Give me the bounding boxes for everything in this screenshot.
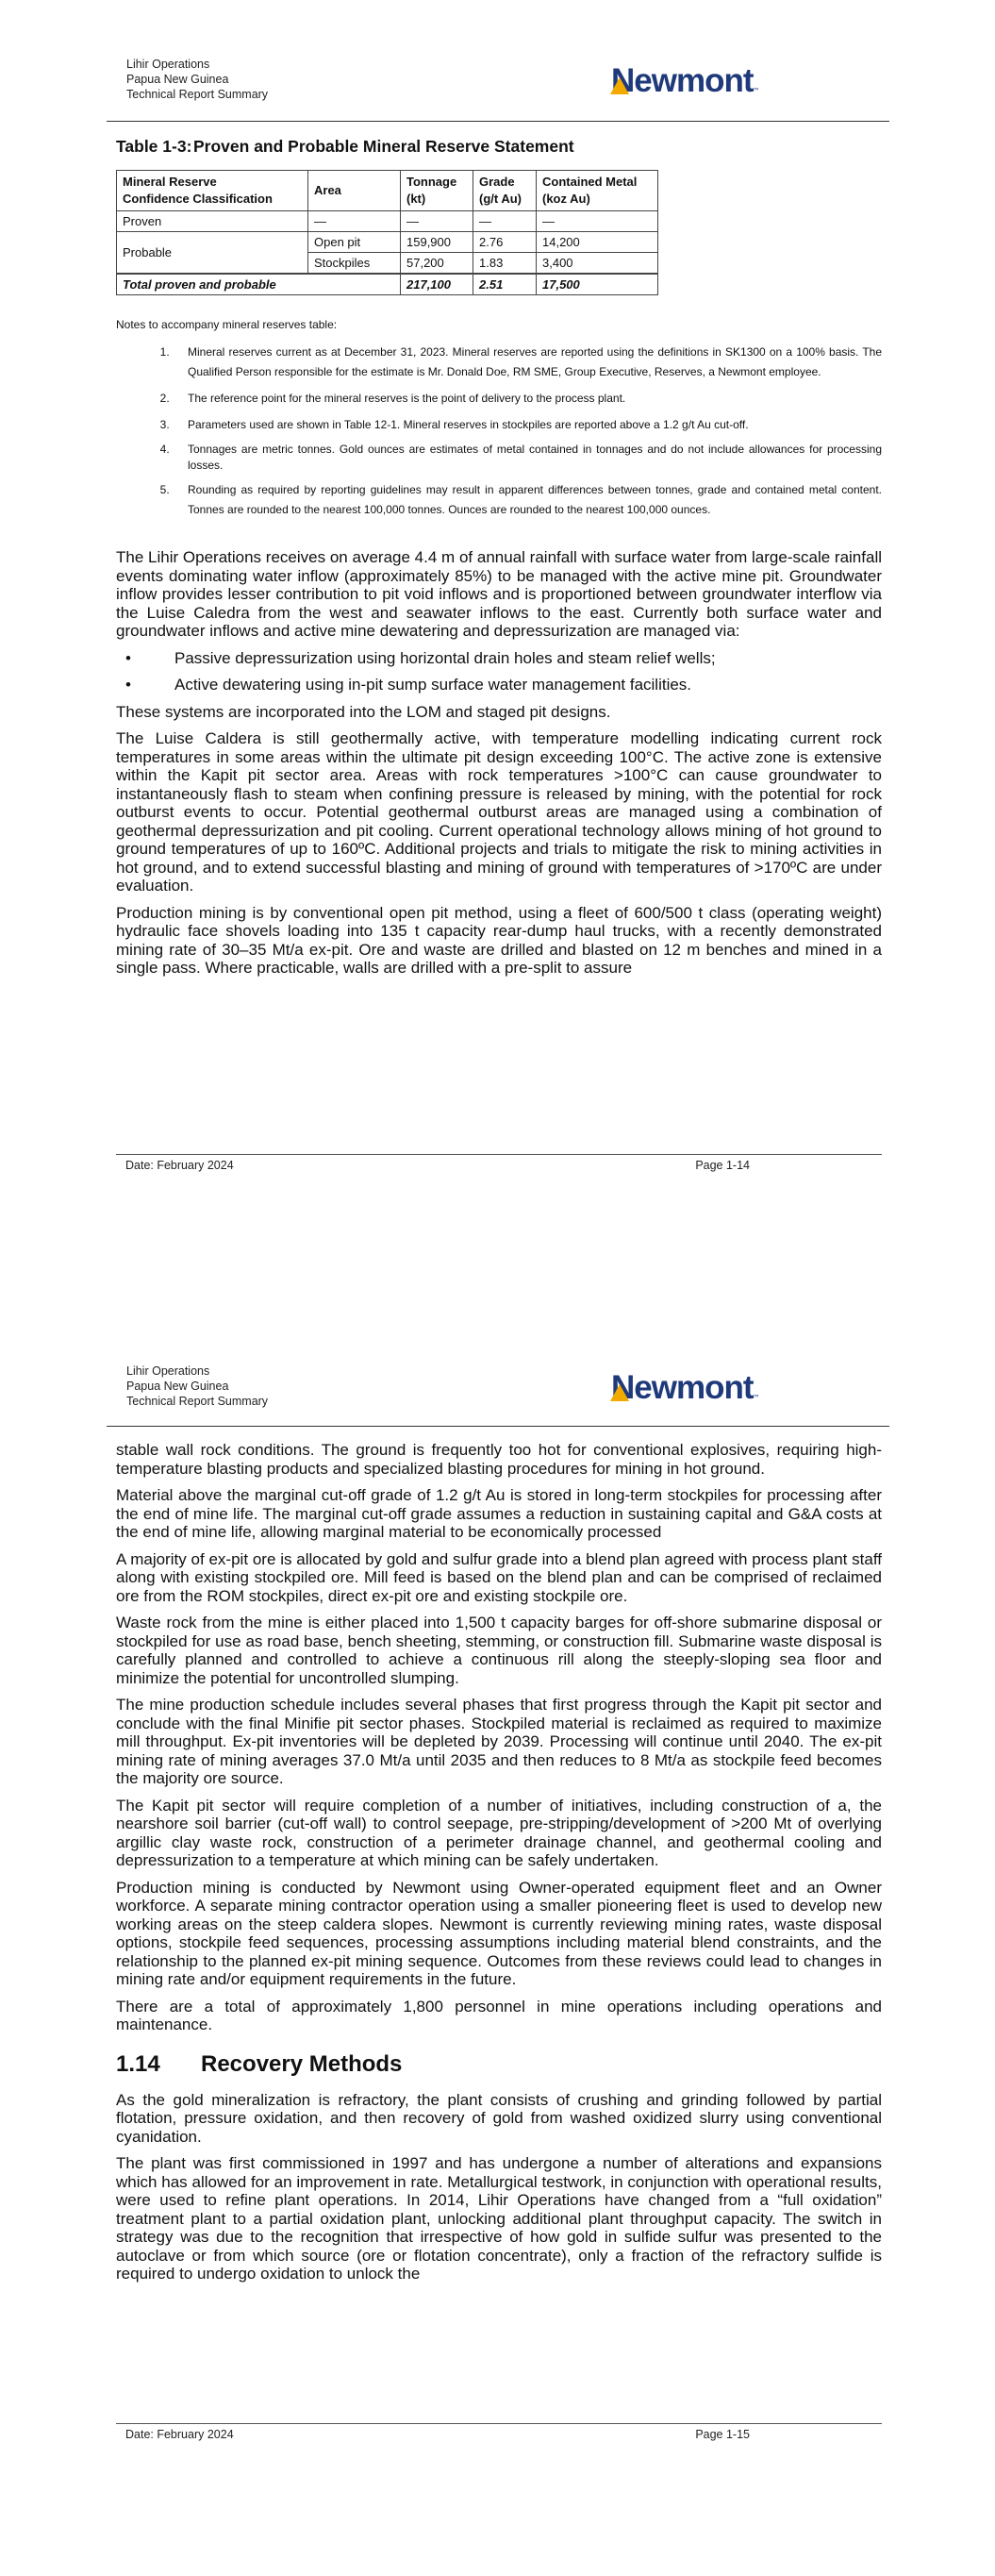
logo-triangle-icon xyxy=(610,77,629,94)
footer-divider xyxy=(116,1154,882,1155)
col-header: Area xyxy=(308,171,401,211)
paragraph: A majority of ex-pit ore is allocated by gold and sulfur grade into a blend plan agreed with process plant staff along with existing stockpiled ore. Mill feed is based on the blend plan and can be comprised of reclaimed ore from the ROM stockpiles, direct ex-pit ore and existing stockpile ore. xyxy=(116,1549,882,1605)
page-header xyxy=(126,57,268,102)
paragraph: Waste rock from the mine is either placed into 1,500 t capacity barges for off-shore submarine disposal or stockpiled for use as road base, bench sheeting, stemming, or construction fill. Submarine waste disposal is carefully planned and controlled to achieve a continuous rill along the steeply-sloping sea floor and minimize the potential for uncontrolled slumping. xyxy=(116,1614,882,1687)
bullet-item: • Passive depressurization using horizontal drain holes and steam relief wells; xyxy=(116,649,882,668)
paragraph: Production mining is by conventional open pit method, using a fleet of 600/500 t class (operating weight) hydraulic face shovels loading into 135 t capacity rear-dump haul trucks, with a recently demonstrated mining rate of 30–35 Mt/a ex-pit. Ore and waste are drilled and blasted on 12 m benches and mined in a single pass. Where practicable, walls are drilled with a pre-split to assure xyxy=(116,903,882,977)
note-item: 3. Parameters used are shown in Table 12-1. Mineral reserves in stockpiles are reported above a 1.2 g/t Au cut-off. xyxy=(173,415,882,435)
paragraph: The Luise Caldera is still geothermally active, with temperature modelling indicating current rock temperatures in some areas within the ultimate pit design exceeding 100°C. The active zone is extensive within the Kapit pit sector area. Areas with rock temperatures >100°C can cause groundwater to instantaneously flash to steam when confining pressure is released by mining, with the potential for rock outburst events to occur. Potential geothermal outburst areas are managed using a combination of geothermal depressurization and pit cooling. Current operational technology allows mining of hot ground to ground temperatures of up to 160ºC. Additional projects and trials to mitigate the risk to mining activities in hot ground, and to extend successful blasting and mining of ground with temperatures of >170ºC are under evaluation. xyxy=(116,729,882,895)
footer-date: Date: February 2024 xyxy=(125,1159,234,1172)
page-1-15 xyxy=(0,1297,995,2576)
section-title: Recovery Methods xyxy=(201,2050,403,2077)
paragraph: The mine production schedule includes several phases that first progress through the Kapit pit sector and conclude with the final Minifie pit sector phases. Stockpiled material is reclaimed as required to maximize mill throughput. Ex-pit inventories will be depleted by 2039. Processing will continue until 2040. The ex-pit mining rate of mining averages 37.0 Mt/a until 2035 and then reduces to 8 Mt/a as stockpile feed becomes the majority ore source. xyxy=(116,1696,882,1787)
table-row xyxy=(117,211,658,232)
col-header: Confidence Classification xyxy=(123,192,273,206)
page-content xyxy=(116,1441,882,2292)
logo-text: Newmont xyxy=(611,62,754,99)
newmont-logo: Newmont™ xyxy=(611,1369,758,1406)
header-line: Lihir Operations xyxy=(126,1364,210,1378)
cell: 2.76 xyxy=(473,232,537,253)
bullet-item: • Active dewatering using in-pit sump surface water management facilities. xyxy=(116,676,882,694)
cell: — xyxy=(473,211,537,232)
cell: 3,400 xyxy=(537,253,658,275)
header-line: Technical Report Summary xyxy=(126,88,269,101)
logo-text: Newmont xyxy=(611,1369,754,1406)
cell: Stockpiles xyxy=(308,253,401,275)
paragraph: There are a total of approximately 1,800 personnel in mine operations including operations and maintenance. xyxy=(116,1997,882,2033)
header-divider xyxy=(107,1426,889,1427)
bullet-list xyxy=(116,649,882,694)
footer-date: Date: February 2024 xyxy=(125,2428,234,2441)
cell: 57,200 xyxy=(401,253,473,275)
footer-divider xyxy=(116,2423,882,2424)
paragraph: The Lihir Operations receives on average 4.4 m of annual rainfall with surface water from large-scale rainfall events dominating water inflow (approximately 85%) to be managed with the active mine pit. Groundwater inflow provides lesser contribution to pit void inflows and is proportioned between groundwater interflow via the Luise Caledra from the west and seawater inflows to the east. Currently both surface water and groundwater inflows and active mine dewatering and depressurization are managed via: xyxy=(116,548,882,640)
header-line: Papua New Guinea xyxy=(126,1380,229,1393)
cell: 159,900 xyxy=(401,232,473,253)
page-header xyxy=(126,1363,268,1409)
paragraph: Production mining is conducted by Newmont using Owner-operated equipment fleet and an Owner workforce. A separate mining contractor operation using a smaller pioneering fleet is used to develop new working areas on the steep caldera slopes. Newmont is currently reviewing mining rates, waste disposal options, stockpile feed sequences, processing assumptions including material blend constraints, and the relationship to the planned ex-pit mining sequence. Outcomes from these reviews could lead to changes in mining rate and/or equipment requirements in the future. xyxy=(116,1878,882,1988)
paragraph: stable wall rock conditions. The ground is frequently too hot for conventional explosives, requiring high-temperature blasting products and specialized blasting procedures for mining in hot ground. xyxy=(116,1441,882,1478)
page-content xyxy=(116,137,882,986)
col-header: (g/t Au) xyxy=(479,192,522,206)
col-header: Contained Metal xyxy=(542,175,638,189)
logo-triangle-icon xyxy=(610,1384,629,1401)
paragraph: These systems are incorporated into the LOM and staged pit designs. xyxy=(116,702,611,721)
paragraph: As the gold mineralization is refractory, the plant consists of crushing and grinding followed by partial flotation, pressure oxidation, and then recovery of gold from washed oxidized slurry using conventional cyanidation. xyxy=(116,2090,882,2146)
cell: Open pit xyxy=(308,232,401,253)
col-header: Mineral Reserve xyxy=(123,175,217,189)
paragraph: The plant was first commissioned in 1997 and has undergone a number of alterations and expansions which has allowed for an improvement in rate. Metallurgical testwork, in conjunction with operational results, were used to refine plant operations. In 2014, Lihir Operations have changed from a “full oxidation” treatment plant to a partial oxidation plant, unlocking additional plant throughput capacity. The switch in strategy was due to the recognition that irrespective of how gold in sulfide sulfur was presented to the autoclave or from which source (ore or flotation concentrate), only a fraction of the refractory sulfide is required to undergo oxidation to unlock the xyxy=(116,2154,882,2283)
table-header-row xyxy=(117,171,658,211)
cell: Proven xyxy=(117,211,308,232)
cell: 2.51 xyxy=(473,274,537,295)
page-footer xyxy=(116,1154,882,1172)
section-number: 1.14 xyxy=(116,2050,160,2077)
cell: — xyxy=(308,211,401,232)
page-footer xyxy=(116,2423,882,2441)
note-item: 2. The reference point for the mineral reserves is the point of delivery to the process plant. xyxy=(173,389,882,409)
cell: Probable xyxy=(117,232,308,275)
col-header: (kt) xyxy=(406,192,426,206)
cell: — xyxy=(401,211,473,232)
col-header: (koz Au) xyxy=(542,192,590,206)
cell: 1.83 xyxy=(473,253,537,275)
table-number: Table 1-3: xyxy=(116,137,192,156)
newmont-logo: Newmont™ xyxy=(611,62,758,99)
section-heading xyxy=(116,2051,882,2078)
col-header: Tonnage xyxy=(406,175,457,189)
cell: 14,200 xyxy=(537,232,658,253)
paragraph: Material above the marginal cut-off grade of 1.2 g/t Au is stored in long-term stockpiles for processing after the end of mine life. The marginal cut-off grade assumes a reduction in sustaining capital and G&A costs at the end of mine life, allowing marginal material to be economically processed xyxy=(116,1486,882,1541)
table-total-row xyxy=(117,274,658,295)
header-divider xyxy=(107,121,889,122)
cell: 17,500 xyxy=(537,274,658,295)
header-line: Papua New Guinea xyxy=(126,73,229,86)
col-header: Grade xyxy=(479,175,515,189)
paragraph: The Kapit pit sector will require completion of a number of initiatives, including construction of a, the nearshore soil barrier (cut-off wall) to control seepage, pre-stripping/development of >200 Mt of overlying argillic clay waste rock, construction of a perimeter drainage channel, and geothermal cooling and depressurization to a temperature at which mining can be safely undertaken. xyxy=(116,1796,882,1869)
note-item: 1. Mineral reserves current as at December 31, 2023. Mineral reserves are reported using the definitions in SK1300 on a 100% basis. The Qualified Person responsible for the estimate is Mr. Donald Doe, RM SME, Group Executive, Reserves, a Newmont employee. xyxy=(173,343,882,382)
note-item: 4. Tonnages are metric tonnes. Gold ounces are estimates of metal contained in tonnages and do not include allowances for processing losses. xyxy=(173,442,882,474)
header-line: Lihir Operations xyxy=(126,58,210,71)
table-title-text: Proven and Probable Mineral Reserve Statement xyxy=(193,137,574,156)
table-title xyxy=(116,137,882,157)
notes-list xyxy=(116,343,882,520)
mineral-reserve-table xyxy=(116,170,658,295)
cell: Total proven and probable xyxy=(117,274,401,295)
cell: 217,100 xyxy=(401,274,473,295)
footer-page-number: Page 1-15 xyxy=(695,2428,750,2441)
notes-title: Notes to accompany mineral reserves table: xyxy=(116,318,338,331)
cell: — xyxy=(537,211,658,232)
footer-page-number: Page 1-14 xyxy=(695,1159,750,1172)
note-item: 5. Rounding as required by reporting guidelines may result in apparent differences between tonnes, grade and contained metal content. Tonnes are rounded to the nearest 100,000 tonnes. Ounces are rounded to the nearest 100,000 ounces. xyxy=(173,480,882,520)
header-line: Technical Report Summary xyxy=(126,1395,269,1408)
table-row xyxy=(117,232,658,253)
body-text xyxy=(116,548,882,978)
